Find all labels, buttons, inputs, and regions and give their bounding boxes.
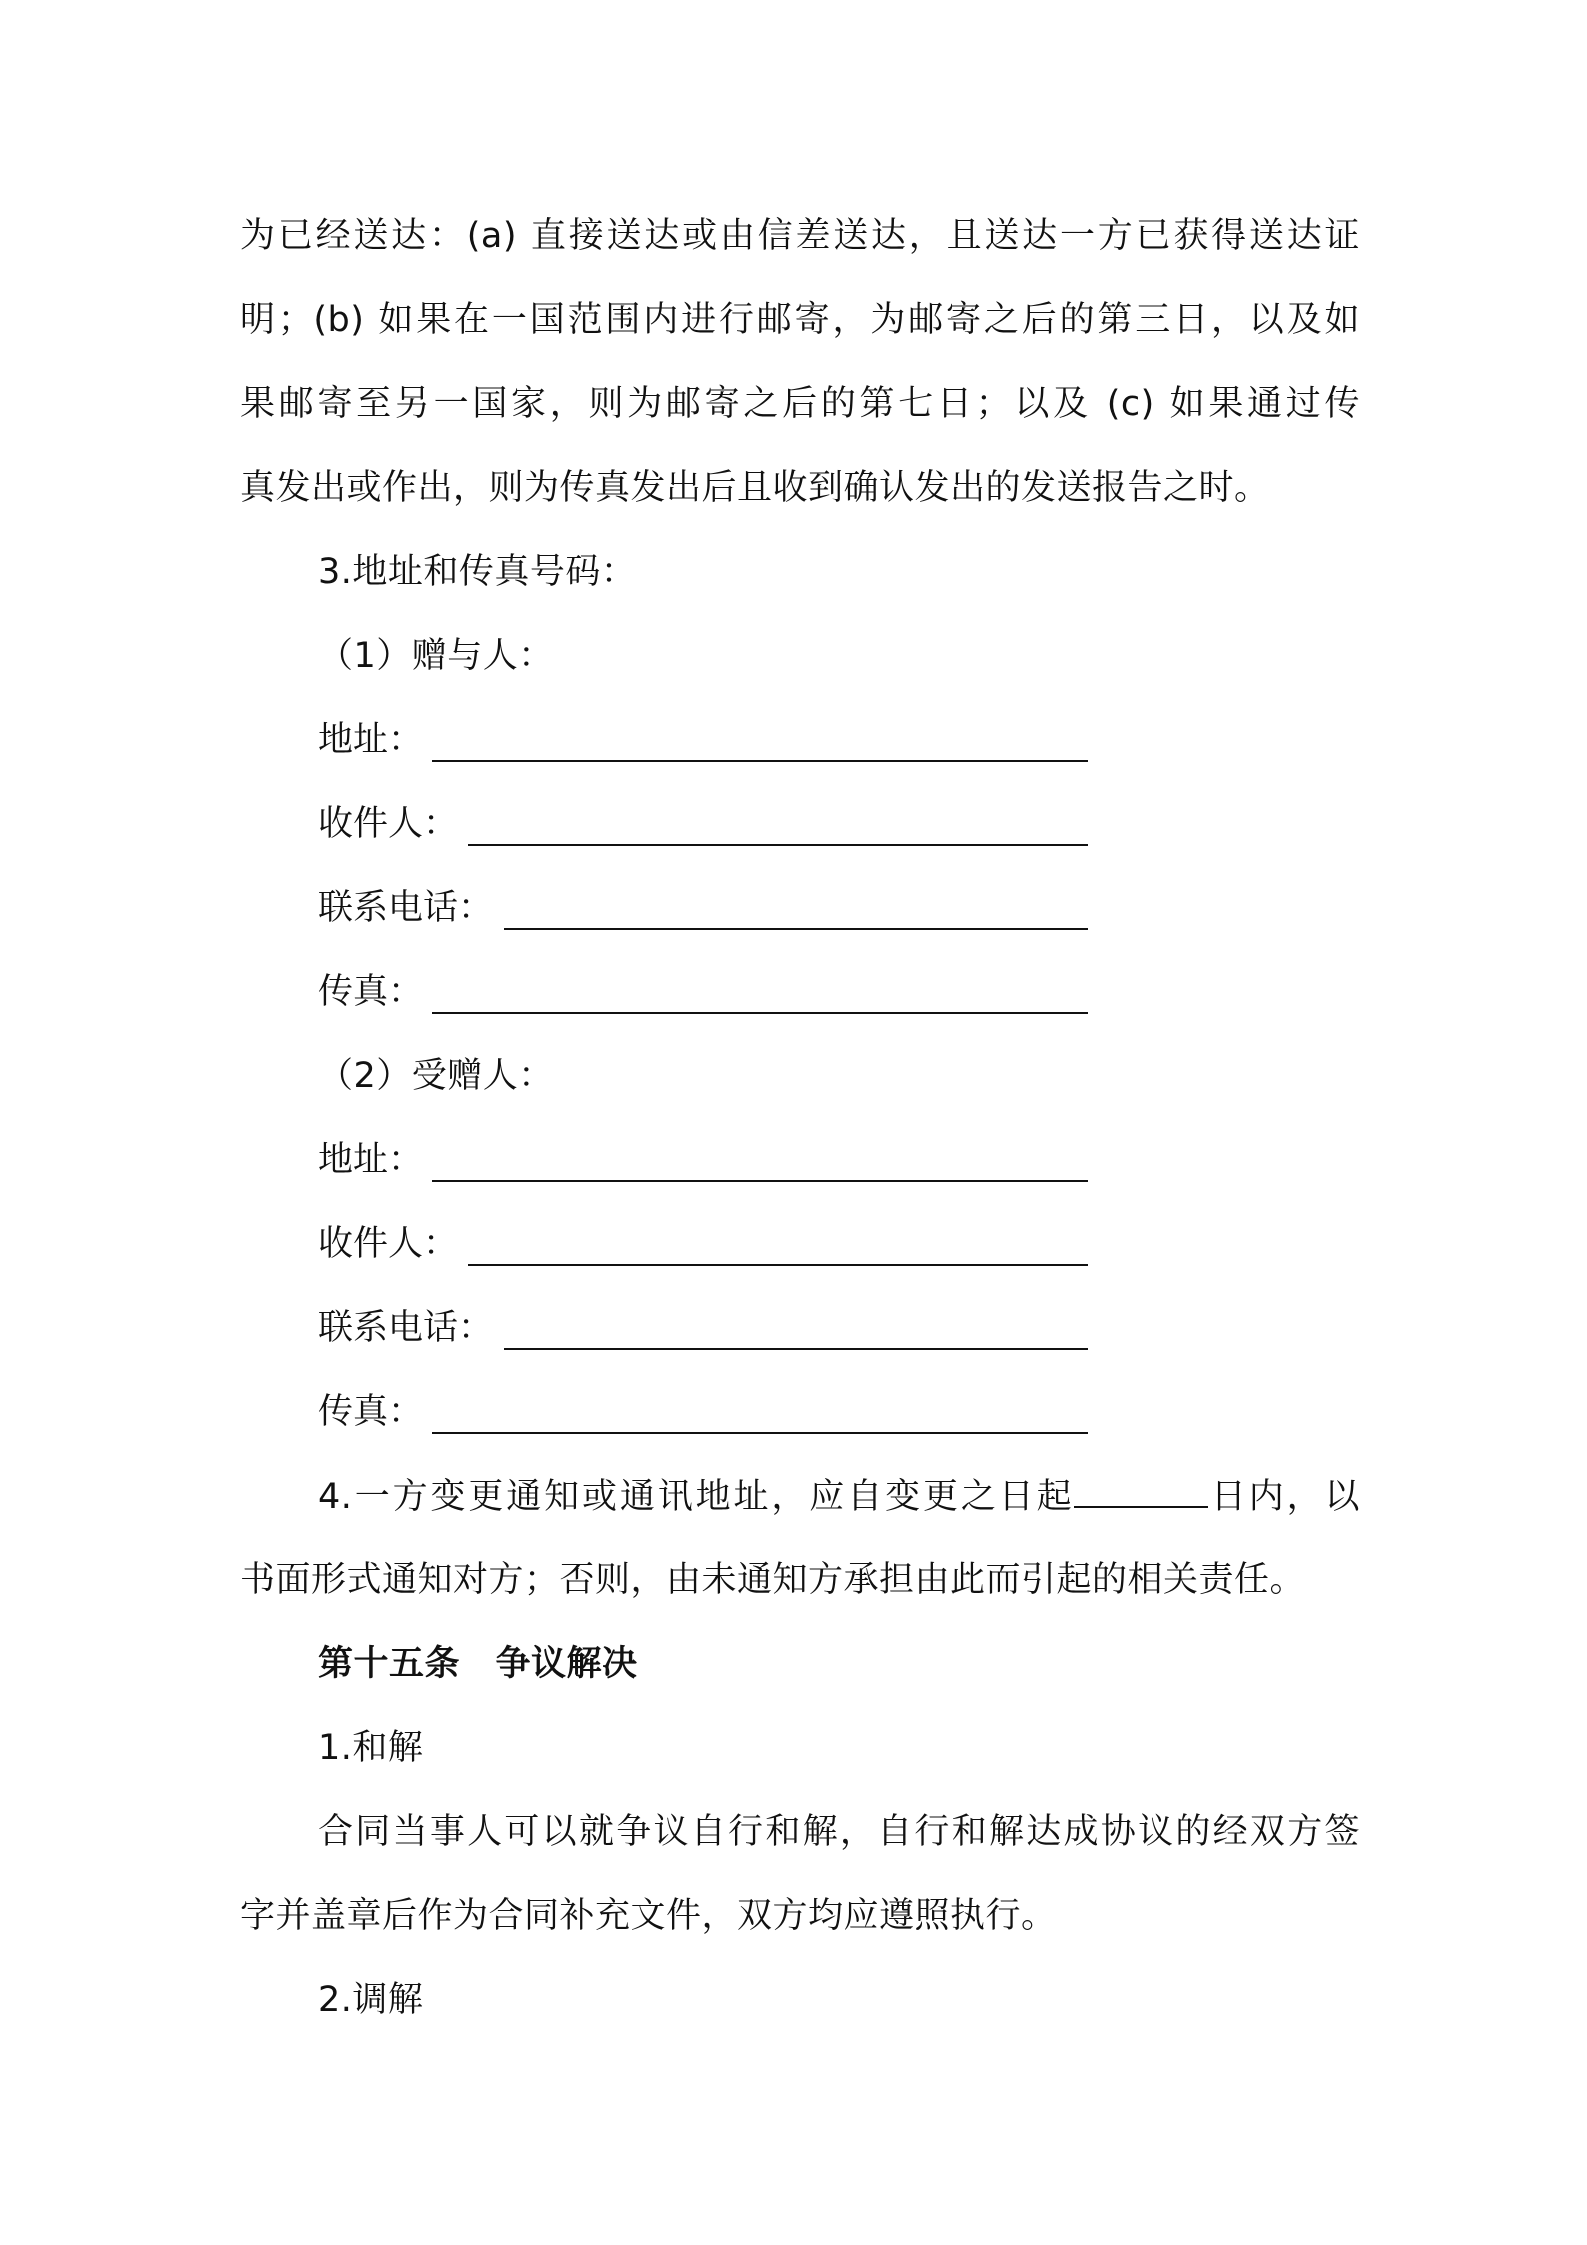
delivery-paragraph-line-3: 果邮寄至另一国家，则为邮寄之后的第七日；以及 (c) 如果通过传 — [240, 384, 1360, 424]
donor-recipient-blank[interactable] — [468, 844, 1088, 846]
delivery-paragraph-line-2: 明；(b) 如果在一国范围内进行邮寄，为邮寄之后的第三日，以及如 — [240, 300, 1360, 340]
donor-phone-label: 联系电话： — [318, 888, 494, 928]
donor-fax-field[interactable] — [318, 968, 1088, 1016]
delivery-paragraph-line-1: 为已经送达：(a) 直接送达或由信差送达，且送达一方已获得送达证 — [240, 216, 1360, 256]
change-notice-line-2: 书面形式通知对方；否则，由未通知方承担由此而引起的相关责任。 — [240, 1560, 1306, 1600]
donor-recipient-field[interactable] — [318, 800, 1088, 848]
donor-recipient-label: 收件人： — [318, 804, 459, 844]
donor-address-blank[interactable] — [432, 760, 1088, 762]
article-15-title: 第十五条 争议解决 — [318, 1644, 638, 1684]
donee-phone-blank[interactable] — [504, 1348, 1088, 1350]
donor-phone-blank[interactable] — [504, 928, 1088, 930]
donee-phone-label: 联系电话： — [318, 1308, 494, 1348]
donee-recipient-blank[interactable] — [468, 1264, 1088, 1266]
donor-fax-label: 传真： — [318, 972, 424, 1012]
settlement-paragraph-line-1: 合同当事人可以就争议自行和解，自行和解达成协议的经双方签 — [318, 1812, 1360, 1852]
change-notice-line-1 — [318, 1472, 1360, 1521]
donee-address-field[interactable] — [318, 1136, 1088, 1184]
donee-fax-label: 传真： — [318, 1392, 424, 1432]
mediation-heading: 2.调解 — [318, 1980, 424, 2020]
donee-fax-blank[interactable] — [432, 1432, 1088, 1434]
settlement-paragraph-line-2: 字并盖章后作为合同补充文件，双方均应遵照执行。 — [240, 1896, 1057, 1936]
donee-phone-field[interactable] — [318, 1304, 1088, 1352]
donee-fax-field[interactable] — [318, 1388, 1088, 1436]
delivery-paragraph-line-4: 真发出或作出，则为传真发出后且收到确认发出的发送报告之时。 — [240, 468, 1270, 508]
change-notice-text-after: 日内，以 — [1208, 1477, 1360, 1517]
donee-recipient-label: 收件人： — [318, 1224, 459, 1264]
donor-address-field[interactable] — [318, 716, 1088, 764]
donor-fax-blank[interactable] — [432, 1012, 1088, 1014]
address-fax-heading: 3.地址和传真号码： — [318, 552, 637, 592]
settlement-heading: 1.和解 — [318, 1728, 424, 1768]
donee-address-blank[interactable] — [432, 1180, 1088, 1182]
donee-recipient-field[interactable] — [318, 1220, 1088, 1268]
donor-phone-field[interactable] — [318, 884, 1088, 932]
change-notice-days-blank[interactable] — [1074, 1472, 1208, 1508]
change-notice-text-before: 4.一方变更通知或通讯地址，应自变更之日起 — [318, 1477, 1075, 1517]
donee-heading: （2）受赠人： — [318, 1056, 554, 1096]
donor-address-label: 地址： — [318, 720, 424, 760]
donor-heading: （1）赠与人： — [318, 636, 554, 676]
donee-address-label: 地址： — [318, 1140, 424, 1180]
